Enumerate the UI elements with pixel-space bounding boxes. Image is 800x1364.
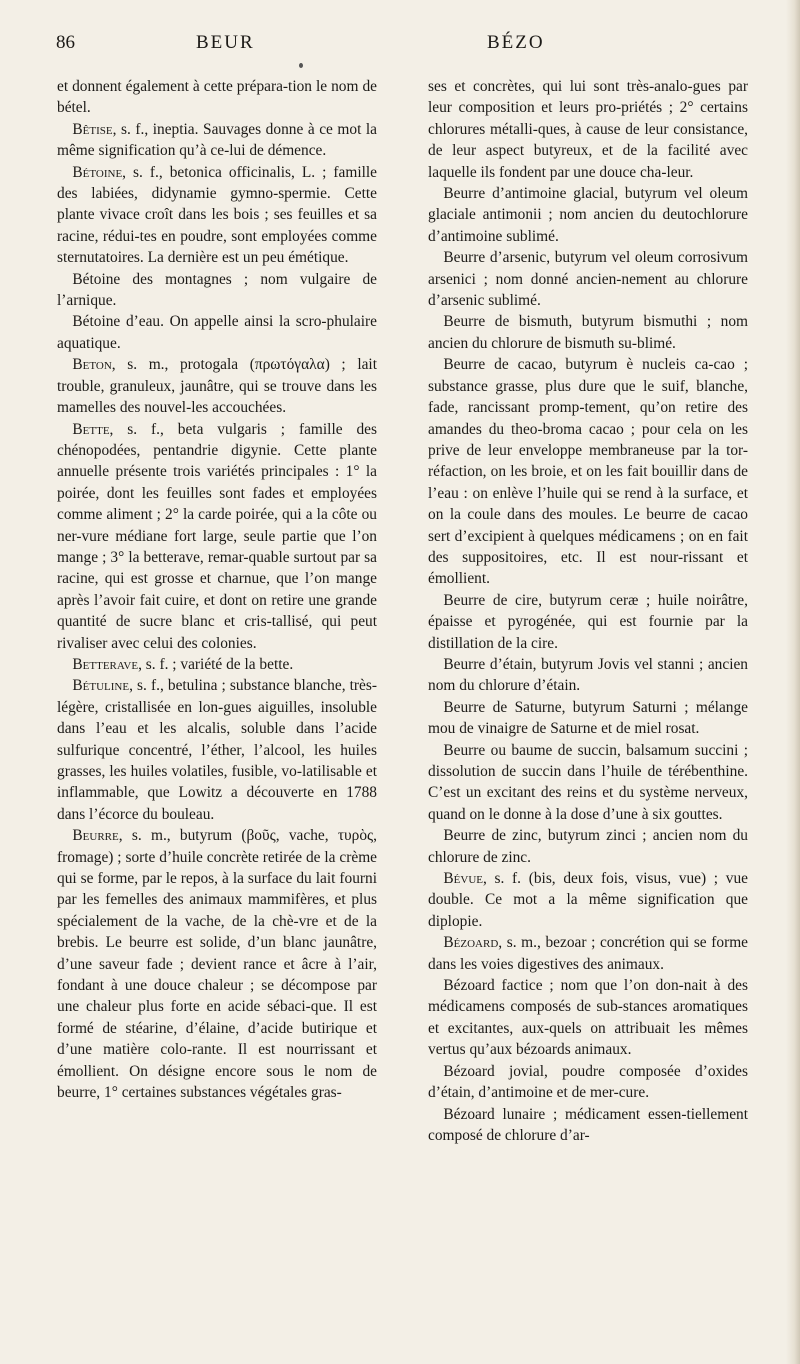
entry-text: Bézoard lunaire ; médicament essen-tiellement composé de chlorure d’ar-: [428, 1105, 748, 1144]
entry-text: , s. f., beta vulgaris ; famille des chénopodées, pentandrie digynie. Cette plante annuelle présente trois variétés principales : 1° la poirée, dont les feuilles sont fades et employées comme aliment ; 2° la carde poirée, qui a la côte ou ner-vure médiane fort large, seule partie que l’on mange ; 3° la betterave, remar-quable surtout par sa racine, qui est grosse et charnue, que l’on mange après l’avoir fait cuire, et dont on retire une grande quantité de sucre blanc et cris-tallisé, qui peut rivaliser avec celui des colonies.: [57, 420, 377, 652]
dictionary-entry: [428, 1104, 748, 1147]
entry-text: Beurre de bismuth, butyrum bismuthi ; nom ancien du chlorure de bismuth su-blimé.: [428, 313, 748, 352]
entry-text: Bétoine d’eau. On appelle ainsi la scro-phulaire aquatique.: [57, 313, 377, 352]
entry-headword: Bette: [72, 420, 110, 438]
dictionary-entry: [57, 419, 377, 654]
dictionary-entry: [57, 675, 377, 825]
entry-text: , s. m., bezoar ; concrétion qui se forme dans les voies digestives des animaux.: [428, 934, 748, 973]
ink-speck: [299, 63, 303, 68]
page-edge-shadow: [786, 0, 800, 1364]
dictionary-entry: [57, 825, 377, 1103]
dictionary-entry: [57, 76, 377, 119]
dictionary-entry: [428, 354, 748, 589]
running-head-left: BEUR: [196, 32, 255, 53]
dictionary-entry: [57, 654, 377, 675]
entry-text: Beurre de cire, butyrum ceræ ; huile noirâtre, épaisse et pyrogénée, qui est fournie par la distillation de la cire.: [428, 591, 748, 652]
entry-text: Beurre ou baume de succin, balsamum succini ; dissolution de succin dans l’huile de térébenthine. C’est un excitant des reins et du système nerveux, quand on le donne à la dose d’une à six gouttes.: [428, 741, 748, 823]
right-column: [428, 76, 748, 1146]
entry-text: , s. f., ineptia. Sauvages donne à ce mot la même signification qu’à ce-lui de démence.: [57, 120, 377, 160]
dictionary-entry: [428, 247, 748, 311]
entry-text: , s. m., protogala (πρωτόγαλα) ; lait trouble, granuleux, jaunâtre, qui se trouve dans les mamelles des nouvel-les accouchées.: [57, 356, 377, 417]
entry-headword: Bétoine: [72, 163, 123, 181]
dictionary-entry: [428, 311, 748, 354]
entry-headword: Bétuline: [72, 677, 130, 695]
entry-headword: Bêtise: [72, 120, 113, 138]
entry-text: Bézoard factice ; nom que l’on don-nait à des médicamens composés de sub-stances aromatiques et excitantes, aux-quels on attribuait les mêmes vertus qu’aux bézoards animaux.: [428, 977, 748, 1059]
entry-headword: Bézoard: [443, 934, 499, 952]
entry-headword: Betterave: [72, 655, 139, 673]
dictionary-entry: [428, 590, 748, 654]
dictionary-entry: [428, 76, 748, 183]
entry-text: Bézoard jovial, poudre composée d’oxides d’étain, d’antimoine et de mer-cure.: [428, 1062, 748, 1102]
dictionary-entry: [57, 269, 377, 312]
dictionary-entry: [57, 354, 377, 418]
dictionary-entry: [428, 868, 748, 932]
entry-text: , s. f. (bis, deux fois, visus, vue) ; vue double. Ce mot a la même signification que diplopie.: [428, 870, 748, 930]
page-number: 86: [56, 32, 75, 53]
entry-text: , s. m., butyrum (βοῦς, vache, τυρὸς, fromage) ; sorte d’huile concrète retirée de la crème qui se forme, par le repos, à la surface du lait fourni par les femelles des animaux mammifères, et plus spécialement de la vache, de la chè-vre et de la brebis. Le beurre est solide, d’un blanc jaunâtre, d’une saveur fade ; devient rance et âcre à l’air, fondant à une douce chaleur ; se décompose par une chaleur plus forte en acide sébaci-que. Il est formé de stéarine, d’élaine, d’acide butirique et d’une matière colo-rante. Il est nourrissant et émollient. On désigne encore sous le nom de beurre, 1° certaines substances végétales gras-: [57, 827, 377, 1102]
dictionary-entry: [57, 311, 377, 354]
entry-text: Beurre de zinc, butyrum zinci ; ancien nom du chlorure de zinc.: [428, 827, 748, 866]
entry-headword: Beton: [72, 356, 112, 374]
dictionary-entry: [428, 932, 748, 975]
entry-headword: Beurre: [72, 827, 119, 845]
entry-text: Beurre d’étain, butyrum Jovis vel stanni ; ancien nom du chlorure d’étain.: [428, 655, 748, 695]
dictionary-entry: [428, 183, 748, 247]
entry-text: ses et concrètes, qui lui sont très-analo-gues par leur composition et leurs pro-priétés ; 2° certains chlorures métalli-ques, à cause de leur consistance, de leur aspect butyreux, et de la facilité avec laquelle ils fondent par une douce cha-leur.: [428, 78, 748, 181]
running-head-right: BÉZO: [487, 32, 545, 53]
dictionary-entry: [57, 162, 377, 269]
entry-text: et donnent également à cette prépara-tion le nom de bétel.: [57, 78, 377, 117]
dictionary-entry: [428, 697, 748, 740]
dictionary-entry: [428, 654, 748, 697]
entry-text: Bétoine des montagnes ; nom vulgaire de l’arnique.: [57, 270, 377, 310]
entry-text: , s. f., betonica officinalis, L. ; famille des labiées, didynamie gymno-spermie. Cette plante vivace croît dans les bois ; ses feuilles et sa racine, rédui-tes en poudre, sont employées comme sternutatoires. La dernière est un peu émétique.: [57, 163, 377, 267]
dictionary-entry: [428, 740, 748, 826]
entry-text: , s. f., betulina ; substance blanche, très-légère, cristallisée en lon-gues aiguilles, insoluble dans l’eau et les alcalis, soluble dans l’acide sulfurique concentré, l’éther, l’alcool, les huiles grasses, les huiles volatiles, fusible, vo-latilisable et inflammable, que Lowitz a découverte en 1788 dans l’écorce du bouleau.: [57, 677, 377, 823]
dictionary-entry: [428, 975, 748, 1061]
entry-text: , s. f. ; variété de la bette.: [138, 655, 294, 673]
entry-text: Beurre de cacao, butyrum è nucleis ca-cao ; substance grasse, plus dure que le suif, blanche, fade, rancissant promp-tement, qu’on retire des amandes du theo-broma cacao ; pour cela on les prive de leur enveloppe membraneuse par la tor-réfaction, on les broie, et on les fait bouillir dans de l’eau : on enlève l’huile qui se rend à la surface, et on la coule dans des moules. Le beurre de cacao sert d’excipient à quelques médicamens ; on en fait des suppositoires, etc. Il est nour-rissant et émollient.: [428, 356, 748, 588]
dictionary-entry: [57, 119, 377, 162]
left-column: [57, 76, 377, 1104]
dictionary-entry: [428, 825, 748, 868]
entry-text: Beurre d’arsenic, butyrum vel oleum corrosivum arsenici ; nom donné ancien-nement au chlorure d’arsenic sublimé.: [428, 249, 748, 310]
entry-text: Beurre de Saturne, butyrum Saturni ; mélange mou de vinaigre de Saturne et de miel rosat.: [428, 698, 748, 738]
entry-headword: Bévue: [443, 870, 483, 888]
entry-text: Beurre d’antimoine glacial, butyrum vel oleum glaciale antimonii ; nom ancien du deutochlorure d’antimoine sublimé.: [428, 185, 748, 245]
page-header: [0, 22, 800, 62]
dictionary-entry: [428, 1061, 748, 1104]
